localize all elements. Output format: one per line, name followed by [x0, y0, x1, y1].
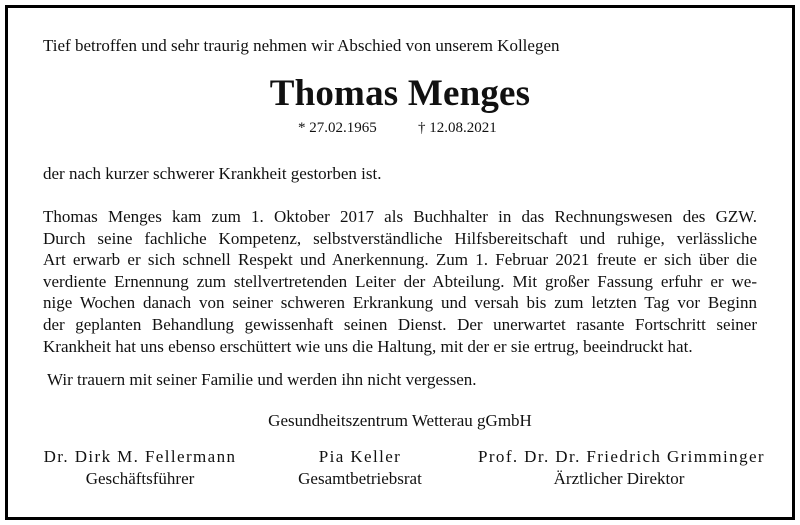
obituary-body	[43, 206, 757, 357]
organization-name: Gesundheitszentrum Wetterau gGmbH	[268, 411, 532, 430]
deceased-name: Thomas Menges	[269, 73, 531, 114]
signatory-role: Gesamtbetriebsrat	[298, 469, 422, 488]
signatory-1	[40, 446, 240, 490]
body-line: Art erwarb er sich schnell Respekt und Anerkennung. Zum 1. Februar 2021 freute er sich über die	[43, 250, 757, 270]
signatory-3	[478, 446, 765, 490]
signatory-role: Ärztlicher Direktor	[553, 469, 685, 488]
body-line: Krankheit hat uns ebenso erschüttert wie uns die Haltung, mit der er sie ertrug, beeindruckt hat.	[43, 336, 693, 356]
birth-date: * 27.02.1965	[298, 120, 377, 136]
passed-text: der nach kurzer schwerer Krankheit gestorben ist.	[43, 164, 382, 183]
signatory-name: Dr. Dirk M. Fellermann	[43, 447, 237, 466]
body-line: nige Wochen danach von seiner schweren Erkrankung und versah bis zum letzten Tag vor Beginn	[43, 293, 757, 313]
death-date: † 12.08.2021	[418, 120, 497, 136]
body-line: verdiente Ernennung zum stellvertretenden Leiter der Abteilung. Mit großer Fassung erfuhr er we-	[43, 271, 757, 291]
signatory-name: Pia Keller	[318, 447, 402, 466]
signatory-role: Geschäftsführer	[85, 469, 195, 488]
body-line: Durch seine fachliche Kompetenz, selbstverständliche Hilfsbereitschaft und ruhige, verlässliche	[43, 228, 757, 248]
mourning-text: Wir trauern mit seiner Familie und werden ihn nicht vergessen.	[47, 370, 477, 389]
signatory-2	[280, 446, 440, 490]
intro-text: Tief betroffen und sehr traurig nehmen wir Abschied von unserem Kollegen	[43, 36, 560, 55]
signatory-name: Prof. Dr. Dr. Friedrich Grimminger	[478, 447, 765, 466]
body-line: der geplanten Behandlung gewissenhaft seinen Dienst. Der unerwartet rasante Fortschritt seiner	[43, 314, 757, 334]
body-line: Thomas Menges kam zum 1. Oktober 2017 als Buchhalter in das Rechnungswesen des GZW.	[43, 207, 757, 226]
